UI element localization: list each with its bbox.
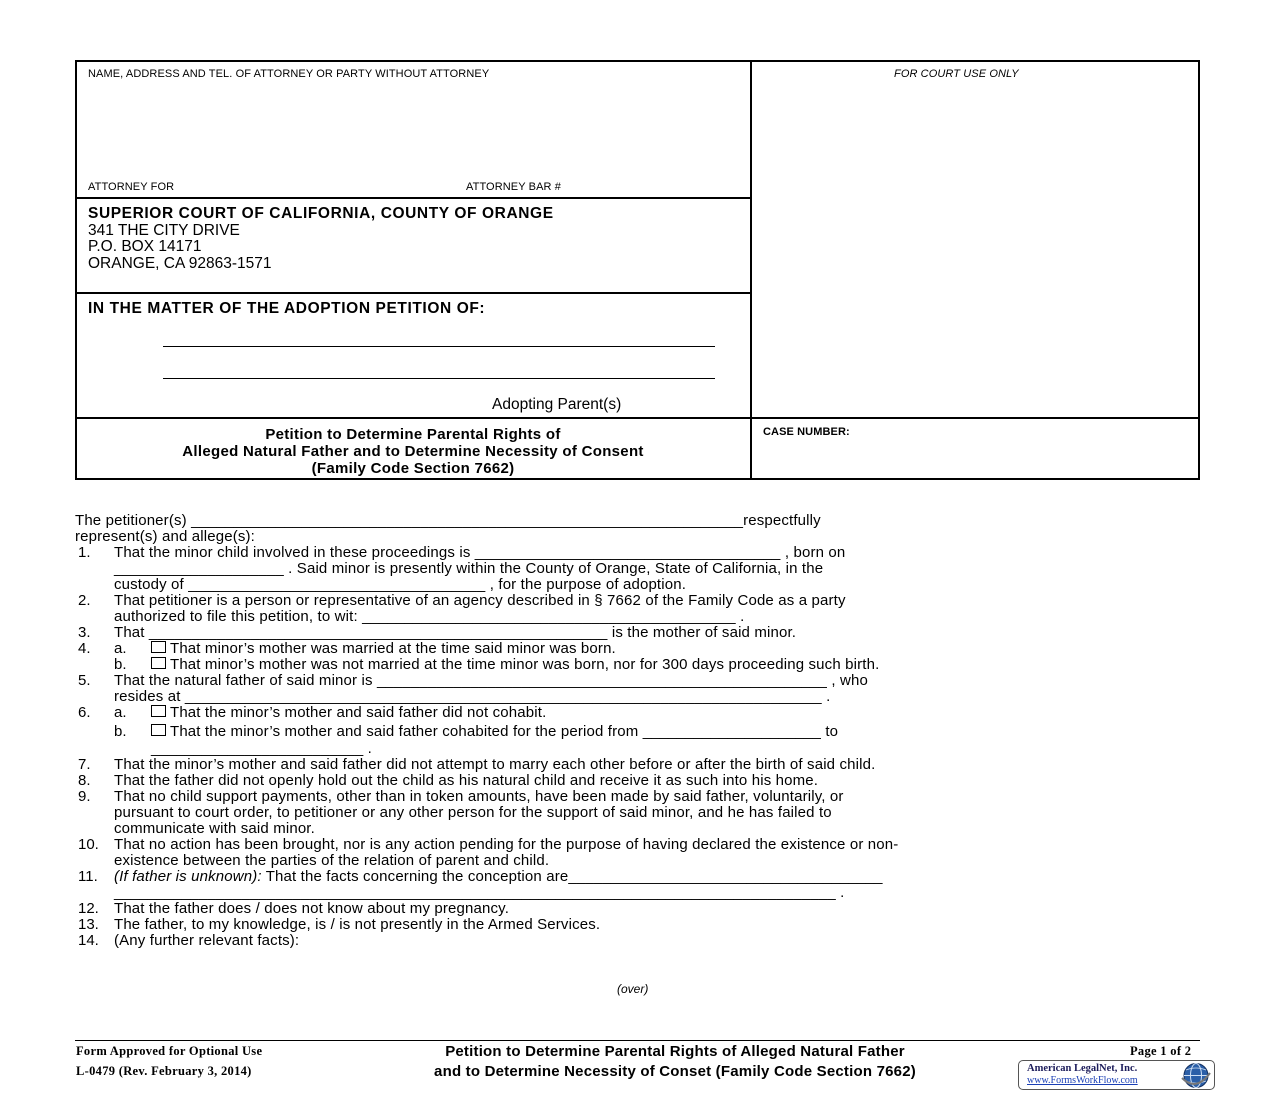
item-4a-label: a. (114, 640, 127, 657)
footer-page-number: Page 1 of 2 (1130, 1044, 1192, 1058)
attorney-for-label: ATTORNEY FOR (88, 181, 175, 193)
footer-title-line-2: and to Determine Necessity of Conset (Family Code Section 7662) (434, 1063, 916, 1080)
intro-text-b: respectfully (743, 512, 821, 529)
item-6b-text[interactable]: That the minor’s mother and said father cohabited for the period from _____________________ to (170, 723, 839, 740)
case-number-label-text: CASE NUMBER: (763, 426, 850, 438)
matter-label-text: IN THE MATTER OF THE ADOPTION PETITION OF: (88, 300, 486, 317)
case-number-field[interactable] (760, 442, 1190, 474)
court-name: SUPERIOR COURT OF CALIFORNIA, COUNTY OF ORANGE (88, 205, 554, 222)
item-11-italic: (If father is unknown): (114, 868, 262, 885)
item-1-line-1[interactable]: That the minor child involved in these proceedings is ____________________________________ , born on (114, 544, 846, 561)
item-3-line-1[interactable]: That ______________________________________________________ is the mother of said minor. (114, 624, 797, 641)
item-4b-text: That minor’s mother was not married at the time minor was born, nor for 300 days proceeding such birth. (170, 656, 880, 673)
petitioner-name-blank[interactable]: _________________________________________________________________ (191, 512, 744, 529)
court-use-label: FOR COURT USE ONLY (894, 68, 1019, 80)
adopting-parent-label: Adopting Parent(s) (492, 396, 622, 413)
item-6a-checkbox[interactable] (151, 705, 166, 717)
american-legalnet-logo[interactable] (1018, 1060, 1215, 1090)
item-2-line-1: That petitioner is a person or representative of an agency described in § 7662 of the Family Code as a party (114, 592, 846, 609)
logo-company-name: American LegalNet, Inc. (1027, 1063, 1138, 1074)
item-9-line-2: pursuant to court order, to petitioner or any other person for the support of said minor, and he has failed to (114, 804, 832, 821)
item-number-6: 6. (78, 704, 91, 721)
item-number-14: 14. (78, 932, 99, 949)
item-5-line-2[interactable]: resides at ___________________________________________________________________________ . (114, 688, 831, 705)
form-title-line-1: Petition to Determine Parental Rights of (265, 426, 561, 443)
item-number-9: 9. (78, 788, 91, 805)
item-number-7: 7. (78, 756, 91, 773)
item-number-11: 11. (78, 868, 98, 885)
item-4b (151, 657, 879, 673)
attorney-info-field[interactable] (82, 86, 742, 174)
item-2-line-2[interactable]: authorized to file this petition, to wit: ____________________________________________ . (114, 608, 745, 625)
court-pobox: P.O. BOX 14171 (88, 238, 202, 255)
item-number-5: 5. (78, 672, 91, 689)
matter-label (88, 301, 485, 318)
further-facts-field[interactable] (114, 952, 1194, 978)
item-6a (151, 705, 546, 721)
item-4a-text: That minor’s mother was married at the time said minor was born. (170, 640, 616, 657)
item-number-4: 4. (78, 640, 91, 657)
item-8: That the father did not openly hold out the child as his natural child and receive it as such into his home. (114, 772, 819, 789)
footer-approved: Form Approved for Optional Use (76, 1044, 263, 1058)
intro-line-2: represent(s) and allege(s): (75, 528, 255, 545)
item-4b-label: b. (114, 656, 127, 673)
item-7: That the minor’s mother and said father did not attempt to marry each other before or after the birth of said child. (114, 756, 876, 773)
form-title-line-3: (Family Code Section 7662) (311, 460, 515, 477)
header-divider-3 (75, 417, 1200, 419)
item-9-line-3: communicate with said minor. (114, 820, 315, 837)
header-divider-1 (75, 197, 751, 199)
item-11-text[interactable]: That the facts concerning the conception are_____________________________________ (261, 868, 883, 885)
item-12: That the father does / does not know about my pregnancy. (114, 900, 510, 917)
footer-form-id: L-0479 (Rev. February 3, 2014) (76, 1064, 252, 1078)
item-number-10: 10. (78, 836, 99, 853)
logo-url[interactable]: www.FormsWorkFlow.com (1027, 1075, 1138, 1086)
item-13: The father, to my knowledge, is / is not presently in the Armed Services. (114, 916, 601, 933)
over-note: (over) (617, 982, 649, 996)
adopting-parent-line-1[interactable] (163, 346, 715, 347)
intro-line-1 (75, 513, 821, 529)
adopting-parent-line-2[interactable] (163, 378, 715, 379)
intro-text-a: The petitioner(s) (75, 512, 192, 529)
item-10-line-1: That no action has been brought, nor is any action pending for the purpose of having declared the existence or non- (114, 836, 899, 853)
item-6b-line-2[interactable]: _________________________ . (151, 740, 372, 757)
globe-icon (1179, 1062, 1213, 1089)
footer-title (330, 1042, 1020, 1082)
item-1-line-3[interactable]: custody of ___________________________________ , for the purpose of adoption. (114, 576, 687, 593)
item-4a-checkbox[interactable] (151, 641, 166, 653)
item-number-8: 8. (78, 772, 91, 789)
form-title-line-2: Alleged Natural Father and to Determine Necessity of Consent (182, 443, 644, 460)
item-6a-text: That the minor’s mother and said father did not cohabit. (170, 704, 547, 721)
item-6b-checkbox[interactable] (151, 724, 166, 736)
footer-rule (75, 1040, 1200, 1041)
court-address (88, 206, 554, 272)
attorney-info-label: NAME, ADDRESS AND TEL. OF ATTORNEY OR PARTY WITHOUT ATTORNEY (88, 68, 490, 80)
footer-title-line-1: Petition to Determine Parental Rights of Alleged Natural Father (445, 1043, 905, 1060)
court-city: ORANGE, CA 92863-1571 (88, 254, 272, 272)
item-number-13: 13. (78, 916, 99, 933)
case-number-label (763, 426, 850, 438)
court-street: 341 THE CITY DRIVE (88, 221, 240, 239)
item-14: (Any further relevant facts): (114, 932, 300, 949)
item-1-line-2[interactable]: ____________________ . Said minor is presently within the County of Orange, State of California, in the (114, 560, 824, 577)
item-number-2: 2. (78, 592, 91, 609)
item-number-12: 12. (78, 900, 99, 917)
item-6b-label: b. (114, 723, 127, 740)
attorney-bar-label: ATTORNEY BAR # (466, 181, 561, 193)
header-divider-2 (75, 292, 751, 294)
item-6a-label: a. (114, 704, 127, 721)
item-9-line-1: That no child support payments, other than in token amounts, have been made by said father, voluntarily, or (114, 788, 844, 805)
item-number-1: 1. (78, 544, 91, 561)
form-title (76, 426, 750, 477)
item-11-line-1 (114, 869, 883, 885)
item-5-line-1[interactable]: That the natural father of said minor is _____________________________________________________ , who (114, 672, 868, 689)
item-11-line-2[interactable]: _____________________________________________________________________________________ . (114, 884, 845, 901)
item-10-line-2: existence between the parties of the relation of parent and child. (114, 852, 550, 869)
item-4b-checkbox[interactable] (151, 657, 166, 669)
item-4a (151, 641, 616, 657)
item-number-3: 3. (78, 624, 91, 641)
item-6b (151, 724, 838, 740)
